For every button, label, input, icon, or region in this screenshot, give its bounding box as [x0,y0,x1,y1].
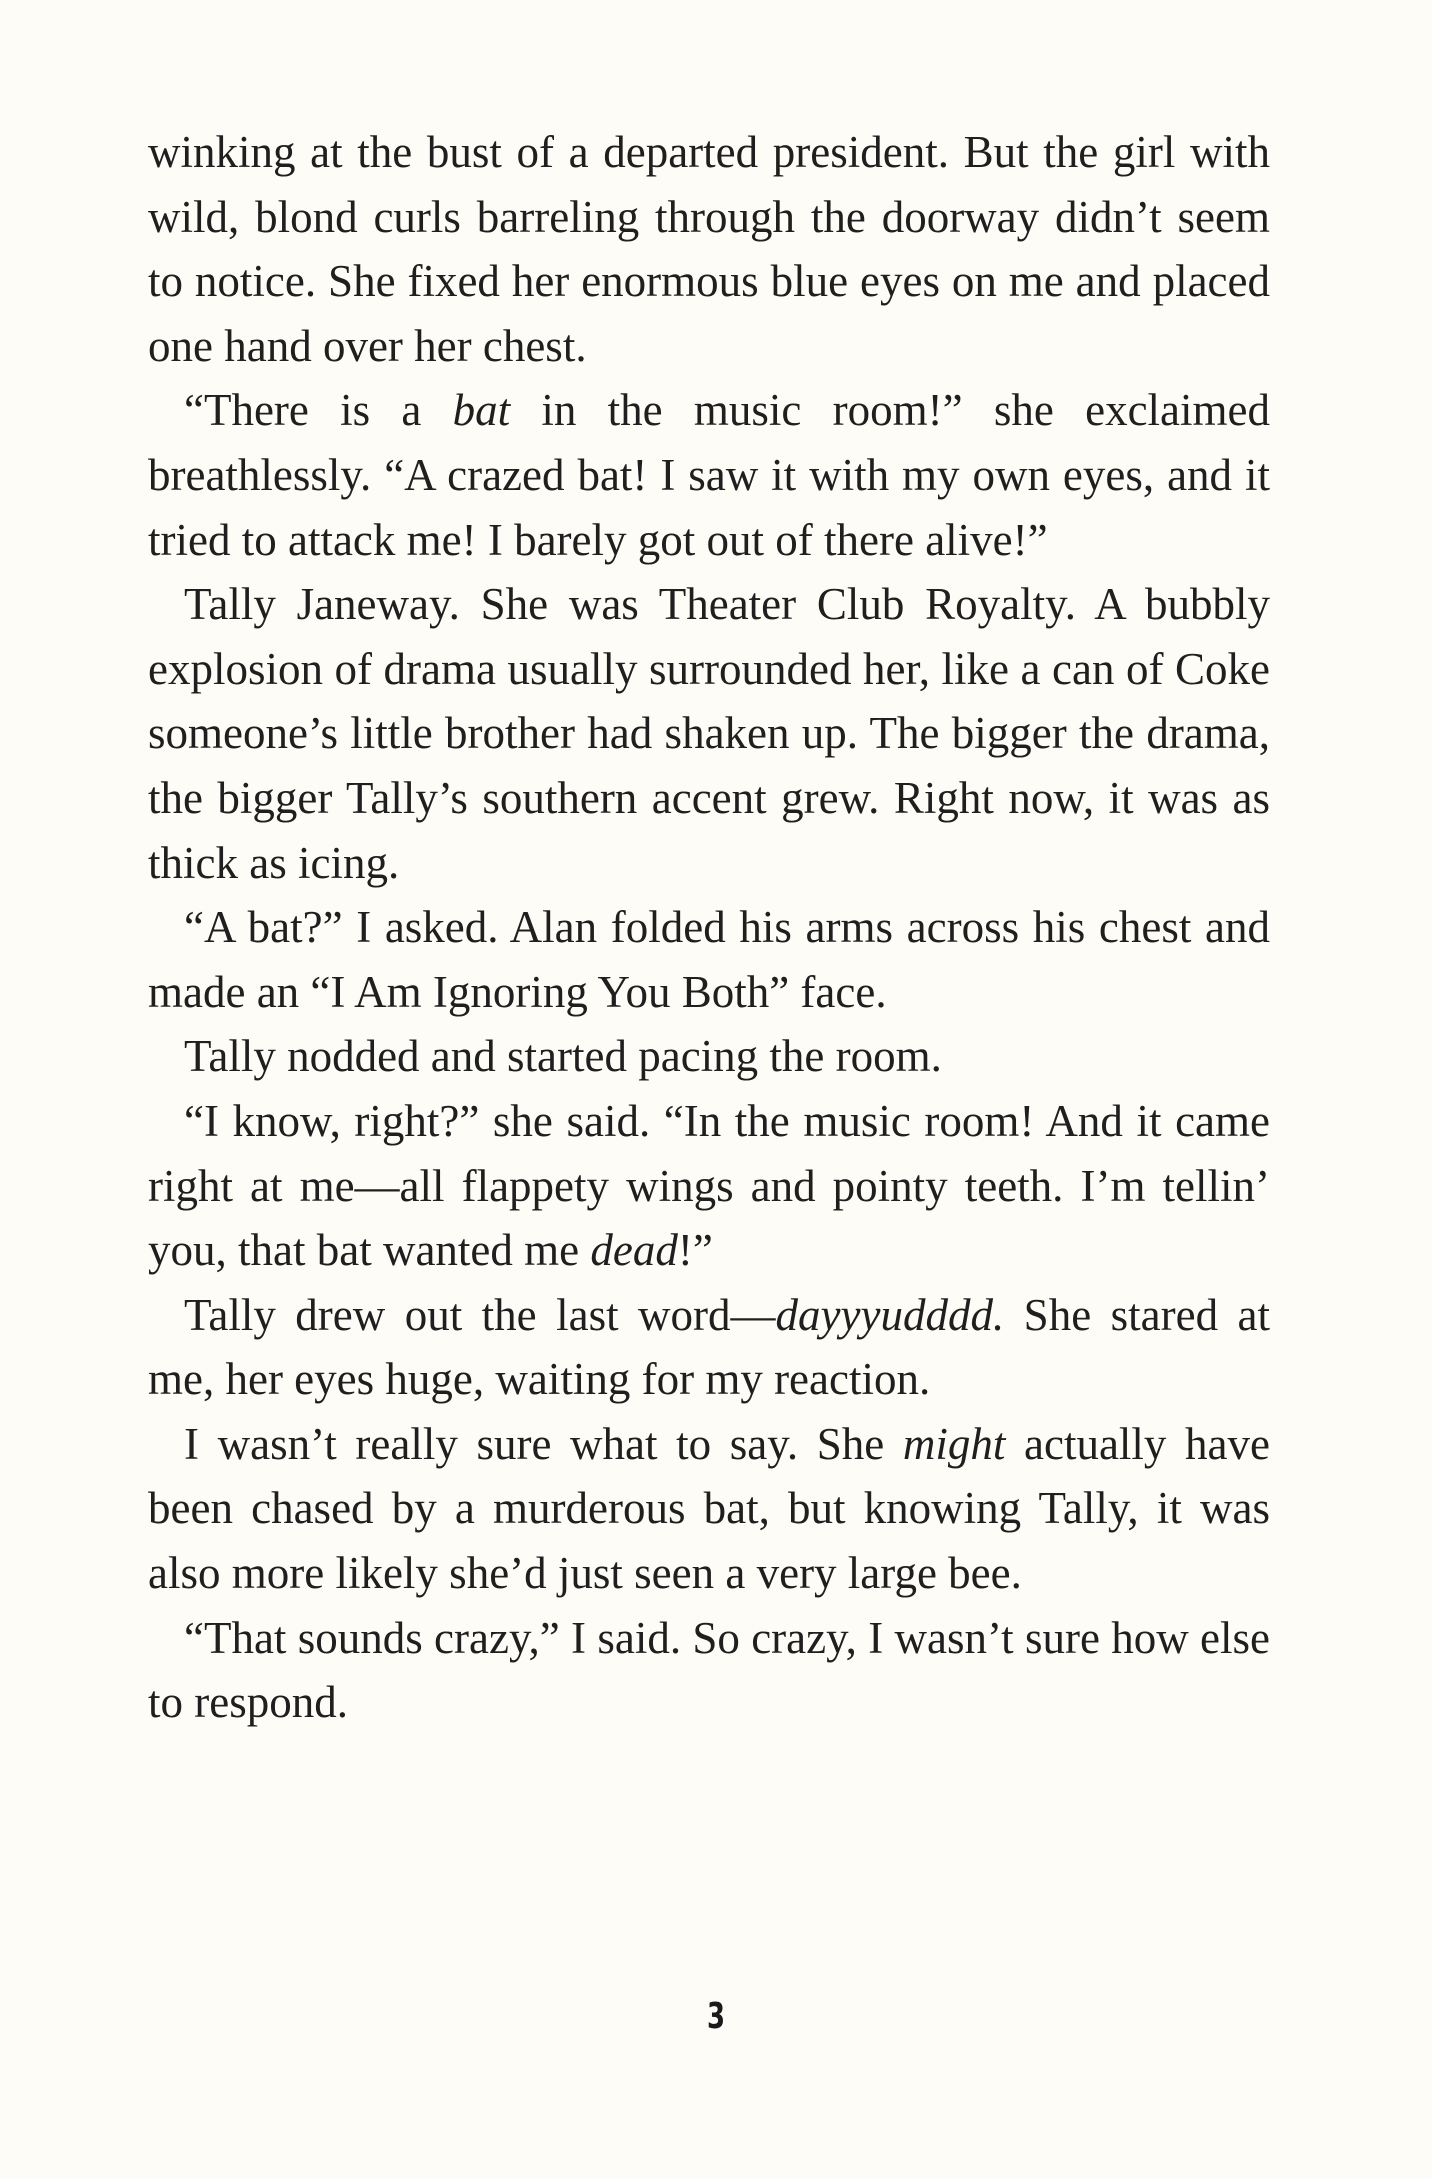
text-run: “There is a [184,385,453,436]
text-run: “I know, right?” she said. “In the music room! And it came right at me—all flappety wings and pointy teeth. I’m tellin’ you, that bat wanted me [148,1095,1270,1276]
paragraph [148,1089,1270,1283]
text-run: winking at the bust of a departed president. But the girl with wild, blond curls barreling through the doorway didn’t seem to notice. She fixed her enormous blue eyes on me and placed one hand over her chest. [148,127,1270,371]
text-run: She stared at me, her eyes huge, waiting for my reaction. [148,1289,1271,1405]
text-run: !” [677,1225,713,1276]
text-run: Tally drew out the last word— [184,1289,776,1340]
text-run: Tally Janeway. She was Theater Club Royalty. A bubbly explosion of drama usually surrounded her, like a can of Coke someone’s little brother had shaken up. The bigger the drama, the bigger Tally’s southern accent grew. Right now, it was as thick as icing. [148,579,1270,888]
paragraph [148,1606,1270,1735]
text-run: Tally nodded and started pacing the room. [184,1031,942,1082]
text-run: in the music room!” she exclaimed breathlessly. “A crazed bat! I saw it with my own eyes, and it tried to attack me! I barely got out of there alive!” [148,385,1270,565]
page-number: 3 [706,1996,726,2037]
paragraph [148,895,1270,1024]
text-run: “That sounds crazy,” I said. So crazy, I wasn’t sure how else to respond. [148,1612,1270,1728]
paragraph [148,1412,1270,1606]
italic-text-run: dayyyudddd. [775,1289,1005,1340]
paragraph [148,378,1270,572]
text-run: actually have been chased by a murderous bat, but knowing Tally, it was also more likely she’d just seen a very large bee. [148,1418,1271,1599]
paragraph [148,1283,1270,1412]
paragraph [148,120,1270,378]
paragraph [148,1024,1270,1089]
italic-text-run: bat [452,385,511,436]
text-run: “A bat?” I asked. Alan folded his arms across his chest and made an “I Am Ignoring You Both” face. [148,902,1270,1017]
italic-text-run: might [902,1418,1006,1469]
body-text [148,120,1270,1735]
paragraph [148,572,1270,895]
italic-text-run: dead [590,1225,678,1276]
text-run: I wasn’t really sure what to say. She [184,1418,903,1469]
